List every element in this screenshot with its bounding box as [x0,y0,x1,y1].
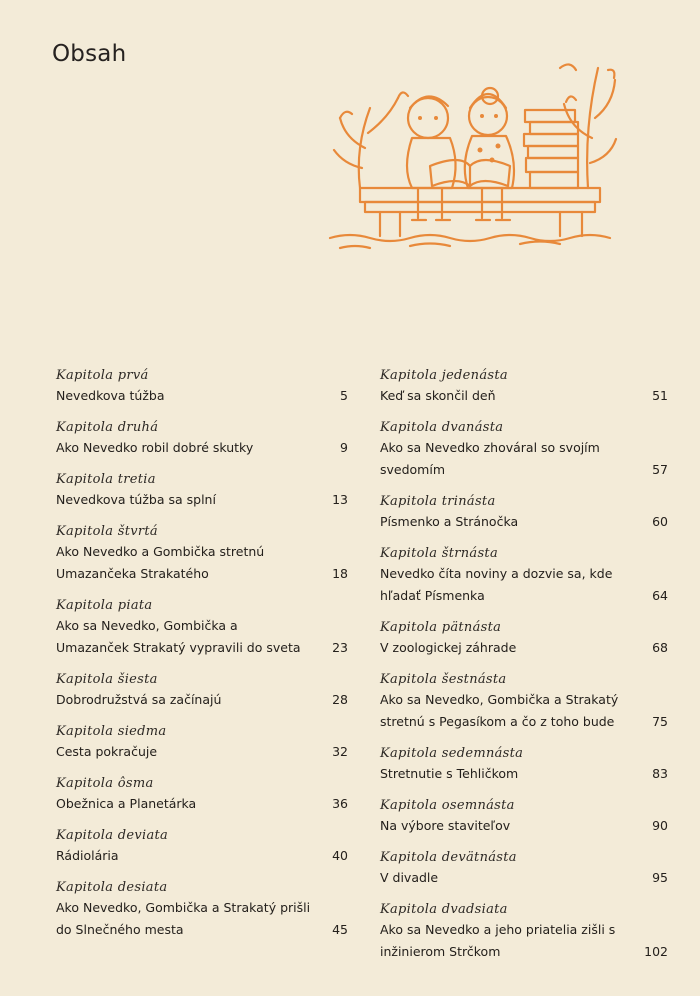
toc-entry[interactable] [380,618,668,659]
chapter-title: Cesta pokračuje [56,744,158,759]
chapter-title: Dobrodružstvá sa začínajú [56,692,222,707]
chapter-label: Kapitola devätnásta [380,850,517,865]
chapter-title: Stretnutie s Tehličkom [380,766,519,781]
chapter-page: 64 [652,588,668,603]
chapter-label: Kapitola siedma [56,724,167,739]
chapter-page: 83 [652,766,668,781]
chapter-title: Keď sa skončil deň [380,388,496,403]
toc-entry[interactable] [380,670,668,733]
chapter-label: Kapitola štrnásta [380,546,499,561]
chapter-title: Ako sa Nevedko, Gombička a Umazanček Strakatý vypravili do sveta [56,618,301,655]
chapter-label: Kapitola osemnásta [380,798,515,813]
toc-entry[interactable] [380,366,668,407]
chapter-page: 5 [340,388,348,403]
chapter-label: Kapitola piata [56,598,153,613]
toc-entry[interactable] [380,492,668,533]
chapter-page: 32 [332,744,348,759]
chapter-page: 57 [652,462,668,477]
chapter-title: Obežnica a Planetárka [56,796,197,811]
chapter-label: Kapitola dvanásta [380,420,504,435]
chapter-title: V zoologickej záhrade [380,640,517,655]
chapter-title: Ako sa Nevedko a jeho priatelia zišli s inžinierom Strčkom [380,922,616,959]
toc-entry[interactable] [380,900,668,963]
chapter-title: Ako Nevedko robil dobré skutky [56,440,254,455]
chapter-title: Nevedkova túžba [56,388,165,403]
chapter-page: 102 [644,944,668,959]
toc-entry[interactable] [380,544,668,607]
chapter-title: Ako Nevedko, Gombička a Strakatý prišli do Slnečného mesta [56,900,311,937]
chapter-label: Kapitola štvrtá [56,524,158,539]
chapter-label: Kapitola deviata [56,828,169,843]
chapter-title: Na výbore staviteľov [380,818,511,833]
chapter-title: Písmenko a Stránočka [380,514,519,529]
chapter-label: Kapitola sedemnásta [380,746,524,761]
chapter-label: Kapitola tretia [56,472,156,487]
chapter-label: Kapitola trinásta [380,494,496,509]
toc-entry[interactable] [56,470,348,511]
page-title: Obsah [52,41,127,68]
toc-left-column [56,366,348,941]
toc-right-column [380,366,668,963]
toc-entry[interactable] [380,796,668,837]
chapter-label: Kapitola desiata [56,880,168,895]
chapter-label: Kapitola ôsma [56,776,154,791]
chapter-page: 9 [340,440,348,455]
chapter-title: Rádiolária [56,848,119,863]
chapter-page: 60 [652,514,668,529]
toc-entry[interactable] [380,418,668,481]
chapter-page: 23 [332,640,348,655]
toc-entry[interactable] [380,848,668,889]
chapter-title: Ako Nevedko a Gombička stretnú Umazančeka Strakatého [56,544,265,581]
chapter-page: 68 [652,640,668,655]
toc-entry[interactable] [56,826,348,867]
chapter-label: Kapitola šiesta [56,672,158,687]
chapter-page: 51 [652,388,668,403]
chapter-page: 18 [332,566,348,581]
children-reading-book-on-bench-icon [320,38,620,258]
chapter-title: Ako sa Nevedko zhováral so svojím svedomím [380,440,600,477]
toc-entry[interactable] [380,744,668,785]
chapter-title: V divadle [380,870,439,885]
toc-entry[interactable] [56,418,348,459]
chapter-title: Nevedkova túžba sa splní [56,492,216,507]
chapter-title: Nevedko číta noviny a dozvie sa, kde hľadať Písmenka [380,566,613,603]
chapter-page: 90 [652,818,668,833]
chapter-label: Kapitola jedenásta [380,368,508,383]
chapter-label: Kapitola prvá [56,368,149,383]
chapter-page: 36 [332,796,348,811]
chapter-label: Kapitola šestnásta [380,672,507,687]
toc-entry[interactable] [56,670,348,711]
chapter-label: Kapitola druhá [56,420,159,435]
toc-entry[interactable] [56,522,348,585]
chapter-label: Kapitola dvadsiata [380,902,508,917]
chapter-page: 95 [652,870,668,885]
chapter-page: 28 [332,692,348,707]
chapter-page: 40 [332,848,348,863]
chapter-page: 45 [332,922,348,937]
chapter-page: 75 [652,714,668,729]
toc-entry[interactable] [56,774,348,815]
chapter-label: Kapitola pätnásta [380,620,502,635]
toc-entry[interactable] [56,366,348,407]
toc-entry[interactable] [56,596,348,659]
chapter-page: 13 [332,492,348,507]
toc-entry[interactable] [56,722,348,763]
toc-entry[interactable] [56,878,348,941]
chapter-title: Ako sa Nevedko, Gombička a Strakatý stretnú s Pegasíkom a čo z toho bude [380,692,619,729]
